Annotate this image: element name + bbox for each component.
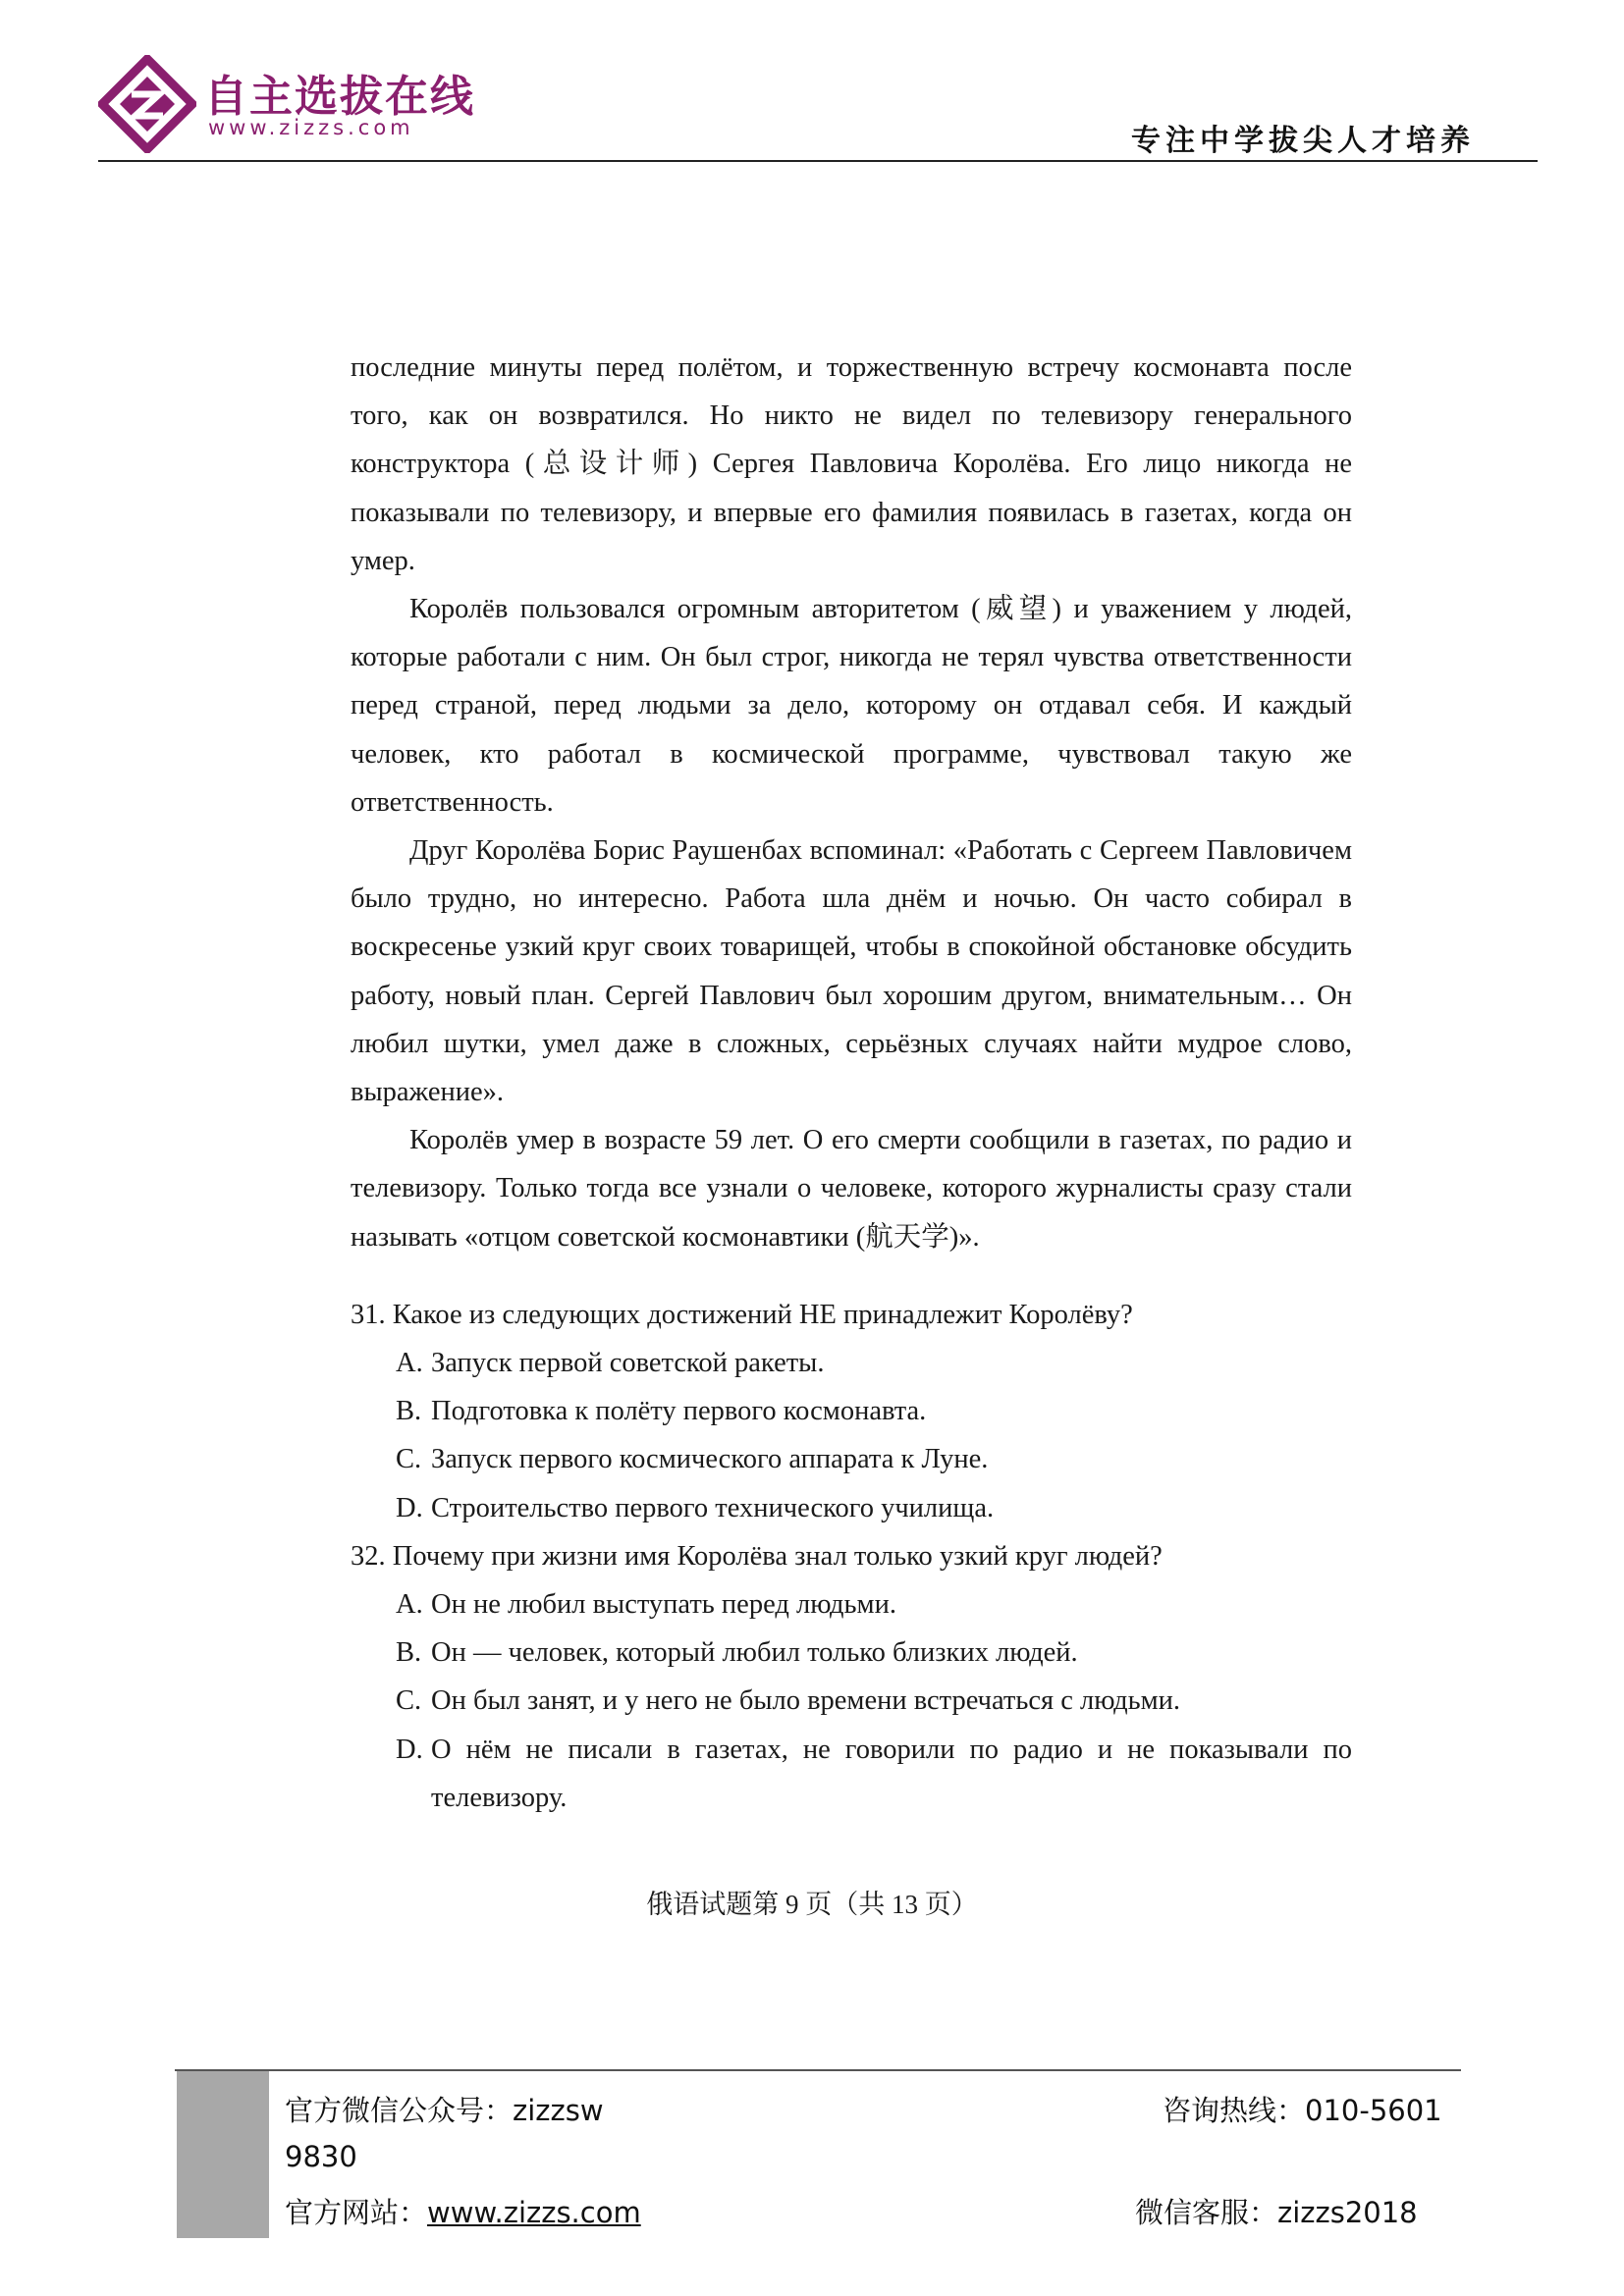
logo-url: www.zizzs.com: [208, 116, 414, 139]
passage-paragraph: Королёв пользовался огромным авторитетом (威望) и уважением у людей, которые работали с ним. Он был строг, никогда не терял чувства ответственности перед страной, перед людьми за дело, которому он отдавал себя. И каждый человек, кто работал в космической программе, чувствовал такую же ответственность.: [351, 594, 1352, 818]
question-list: [351, 1291, 1352, 1822]
question-31: [351, 1291, 1352, 1532]
site-logo: [98, 51, 501, 153]
question-stem: 32. Почему при жизни имя Королёва знал только узкий круг людей?: [351, 1540, 1163, 1572]
option-text: Запуск первого космического аппарата к Луне.: [431, 1444, 989, 1475]
page-content: [351, 344, 1352, 1822]
option-letter: D.: [396, 1492, 423, 1523]
answer-option: [351, 1339, 1352, 1387]
option-letter: A.: [396, 1348, 423, 1379]
answer-option: [351, 1484, 1352, 1532]
option-text: Запуск первой советской ракеты.: [431, 1348, 825, 1379]
footer-website: [285, 2191, 641, 2231]
header-divider: [98, 160, 1538, 162]
footer-website-label: 官方网站：: [285, 2196, 428, 2229]
passage-paragraph: Друг Королёва Борис Раушенбах вспоминал: «Работать с Сергеем Павловичем было трудно, но интересно. Работа шла днём и ночью. Он часто собирал в воскресенье узкий круг своих товарищей, чтобы в спокойной обстановке обсудить работу, новый план. Сергей Павлович был хорошим другом, внимательным… Он любил шутки, умел даже в сложных, серьёзных случаях найти мудрое слово, выражение».: [351, 835, 1352, 1108]
option-letter: B.: [396, 1637, 422, 1669]
answer-option: [351, 1387, 1352, 1435]
page-number: 俄语试题第 9 页（共 13 页）: [646, 1890, 978, 1919]
option-letter: B.: [396, 1396, 422, 1427]
footer-hotline-continued: 9830: [285, 2140, 357, 2173]
footer-hotline: 咨询热线：010-5601: [1163, 2094, 1442, 2127]
option-letter: C.: [396, 1444, 422, 1475]
question-32: [351, 1532, 1352, 1822]
logo-mark-icon: [98, 55, 196, 153]
answer-option: [351, 1677, 1352, 1725]
option-text: О нём не писали в газетах, не говорили по радио и не показывали по телевизору.: [431, 1734, 1352, 1813]
footer-accent-bar: [177, 2071, 269, 2238]
answer-option: [351, 1580, 1352, 1629]
option-text: Он — человек, который любил только близких людей.: [431, 1637, 1078, 1669]
footer-divider: [175, 2069, 1461, 2071]
logo-name: 自主选拔在线: [204, 72, 475, 122]
answer-option: [351, 1435, 1352, 1483]
option-text: Строительство первого технического училища.: [431, 1492, 995, 1523]
option-letter: C.: [396, 1685, 422, 1717]
header-slogan: 专注中学拔尖人才培养: [1131, 124, 1475, 158]
footer-website-link[interactable]: www.zizzs.com: [427, 2196, 641, 2229]
answer-option: [351, 1629, 1352, 1677]
answer-option: [351, 1726, 1352, 1822]
footer-wechat-official: 官方微信公众号：zizzsw: [285, 2094, 604, 2127]
question-stem: 31. Какое из следующих достижений НЕ принадлежит Королёву?: [351, 1299, 1133, 1330]
option-letter: D.: [396, 1734, 423, 1765]
option-text: Подготовка к полёту первого космонавта.: [431, 1396, 927, 1427]
option-letter: A.: [396, 1589, 423, 1621]
option-text: Он не любил выступать перед людьми.: [431, 1589, 896, 1621]
footer-wechat-service: 微信客服：zizzs2018: [1135, 2196, 1418, 2229]
option-text: Он был занят, и у него не было времени встречаться с людьми.: [431, 1685, 1181, 1717]
passage-paragraph: последние минуты перед полётом, и торжественную встречу космонавта после того, как он возвратился. Но никто не видел по телевизору генерального конструктора (总设计师) Сергея Павловича Королёва. Его лицо никогда не показывали по телевизору, и впервые его фамилия появилась в газетах, когда он умер.: [351, 352, 1352, 576]
passage-paragraph: Королёв умер в возрасте 59 лет. О его смерти сообщили в газетах, по радио и телевизору. Только тогда все узнали о человеке, которого журналисты сразу стали называть «отцом советской космонавтики (航天学)».: [351, 1125, 1352, 1253]
